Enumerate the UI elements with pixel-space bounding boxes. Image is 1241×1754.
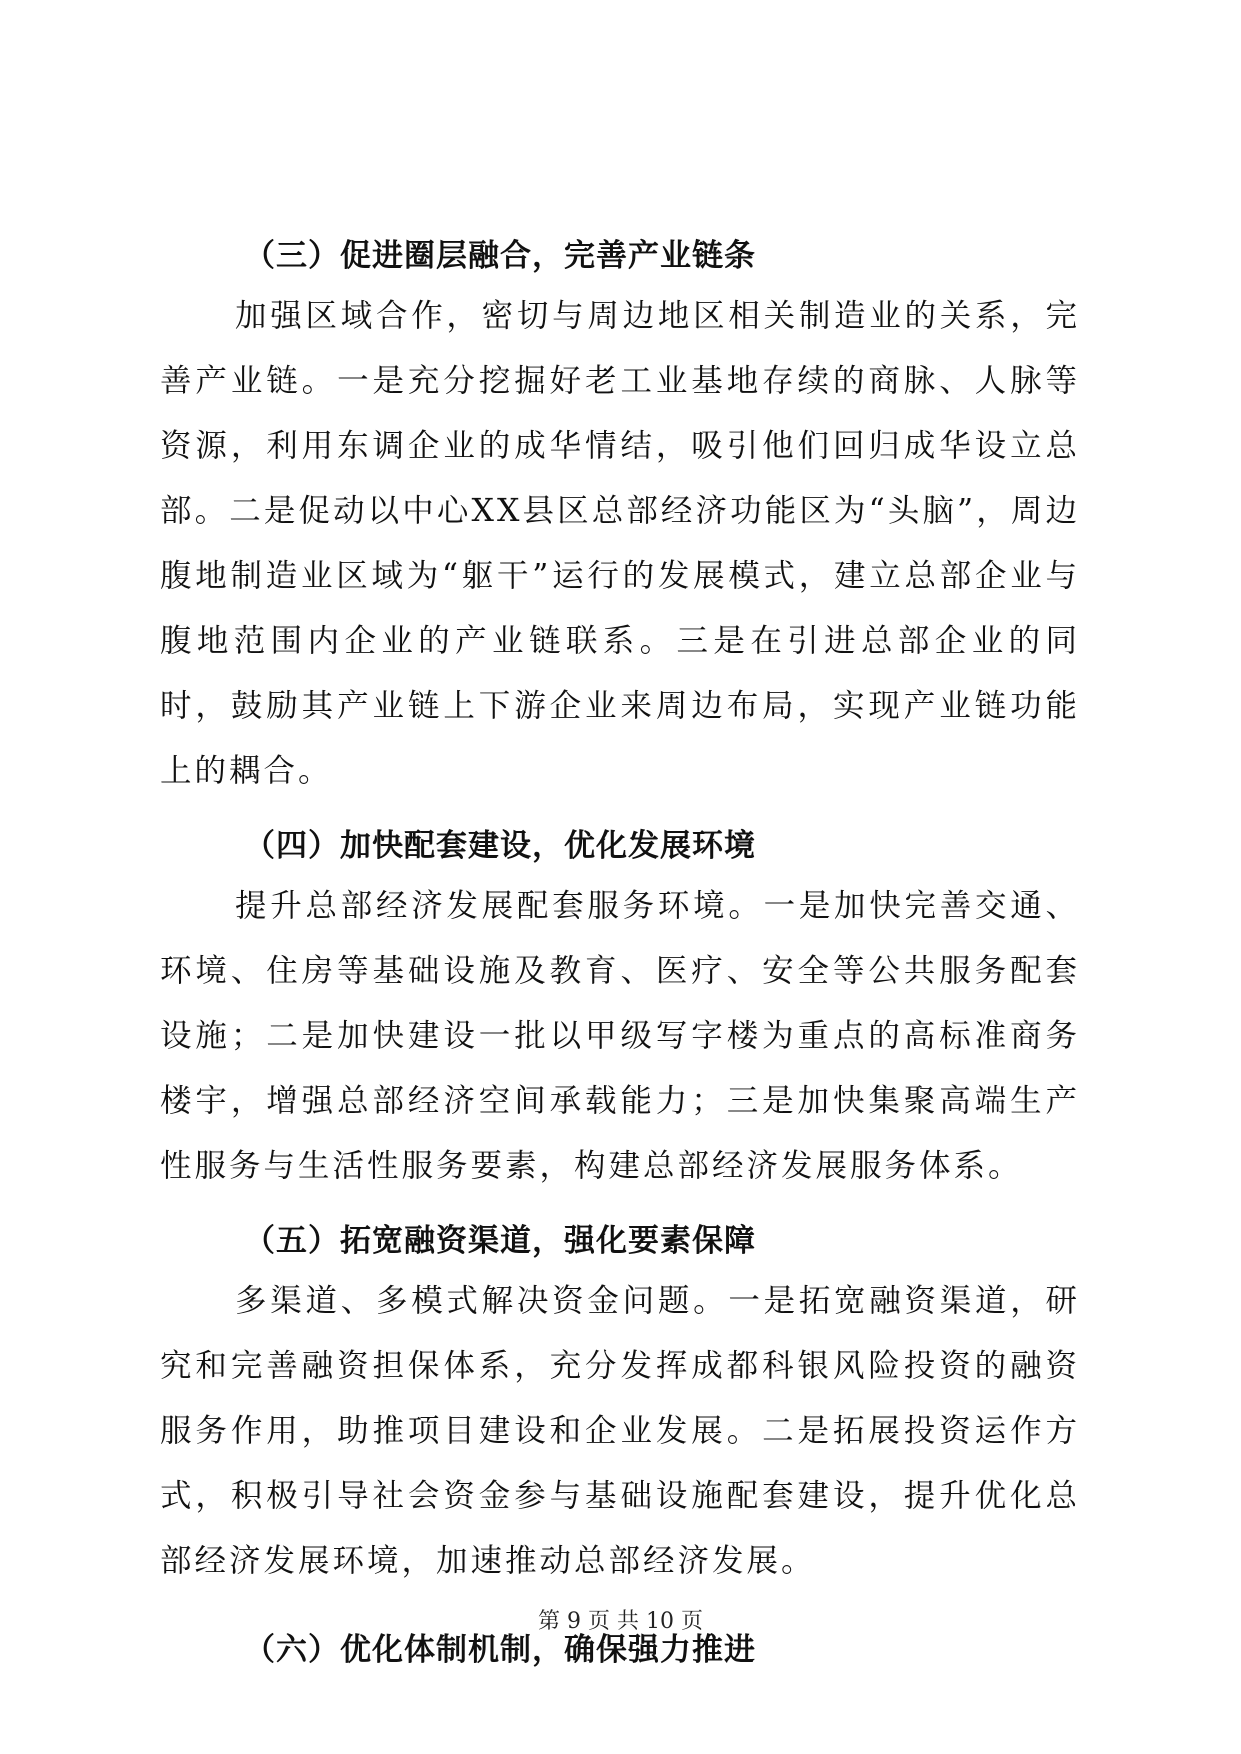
section-heading-5: （五）拓宽融资渠道，强化要素保障: [244, 1223, 756, 1259]
section-heading-3: （三）促进圈层融合，完善产业链条: [244, 238, 756, 274]
document-body: [160, 228, 1080, 1678]
section-heading-4: （四）加快配套建设，优化发展环境: [244, 828, 756, 864]
section-paragraph-5: 多渠道、多模式解决资金问题。一是拓宽融资渠道，研究和完善融资担保体系，充分发挥成都科银风险投资的融资服务作用，助推项目建设和企业发展。二是拓展投资运作方式，积极引导社会资金参与基础设施配套建设，提升优化总部经济发展环境，加速推动总部经济发展。: [160, 1283, 1080, 1579]
section-heading-6: （六）优化体制机制，确保强力推进: [244, 1632, 756, 1668]
page-number-footer: 第 9 页 共 10 页: [538, 1609, 703, 1634]
section-paragraph-3: 加强区域合作，密切与周边地区相关制造业的关系，完善产业链。一是充分挖掘好老工业基地存续的商脉、人脉等资源，利用东调企业的成华情结，吸引他们回归成华设立总部。二是促动以中心XX县区总部经济功能区为“头脑”，周边腹地制造业区域为“躯干”运行的发展模式，建立总部企业与腹地范围内企业的产业链联系。三是在引进总部企业的同时，鼓励其产业链上下游企业来周边布局，实现产业链功能上的耦合。: [160, 298, 1080, 789]
section-paragraph-4: 提升总部经济发展配套服务环境。一是加快完善交通、环境、住房等基础设施及教育、医疗、安全等公共服务配套设施；二是加快建设一批以甲级写字楼为重点的高标准商务楼宇，增强总部经济空间承载能力；三是加快集聚高端生产性服务与生活性服务要素，构建总部经济发展服务体系。: [160, 888, 1080, 1184]
